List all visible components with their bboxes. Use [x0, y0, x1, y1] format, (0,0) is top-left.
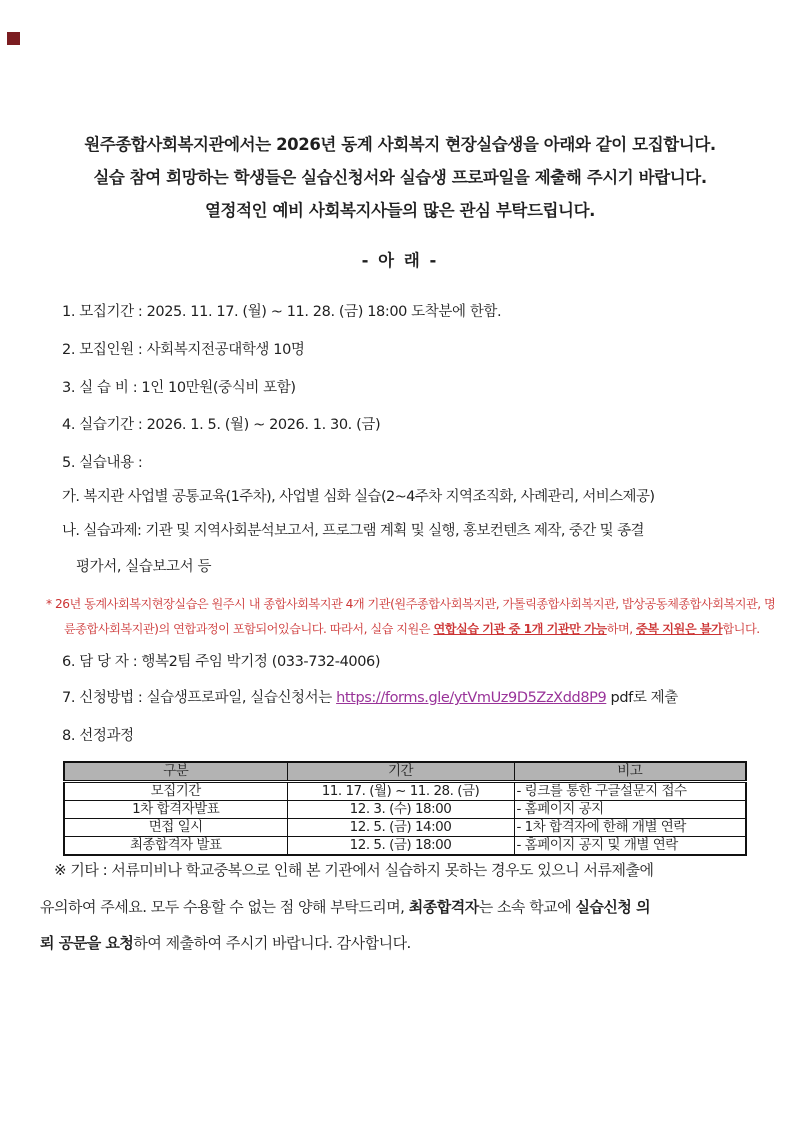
- footer-note-line-3: [40, 932, 411, 953]
- subitem-ga: 가. 복지관 사업별 공통교육(1주차), 사업별 심화 실습(2~4주차 지역조직화, 사례관리, 서비스제공): [62, 489, 655, 505]
- cell-note: - 링크를 통한 구글설문지 접수: [514, 782, 746, 801]
- red-note-emphasis-duplicate: 중복 지원은 불가: [636, 622, 723, 636]
- cell-period: 12. 3. (수) 18:00: [287, 801, 514, 819]
- item-contact: 6. 담 당 자 : 행복2팀 주임 박기정 (033-732-4006): [62, 654, 381, 670]
- cell-note: - 홈페이지 공지 및 개별 연락: [514, 837, 746, 856]
- item-selection-process: 8. 선정과정: [62, 728, 134, 744]
- item-apply-method: [62, 686, 678, 707]
- cell-category: 모집기간: [64, 782, 287, 801]
- footer-text: 유의하여 주세요. 모두 수용할 수 없는 점 양해 부탁드리며,: [40, 898, 409, 916]
- red-note-text: 하며,: [606, 622, 636, 636]
- cell-period: 11. 17. (월) ~ 11. 28. (금): [287, 782, 514, 801]
- intro-line-2: 실습 참여 희망하는 학생들은 실습신청서와 실습생 프로파일을 제출해 주시기 바랍니다.: [93, 168, 707, 187]
- red-note-line-2: [64, 620, 760, 637]
- table-header-category: 구분: [64, 762, 287, 782]
- item-fee: 3. 실 습 비 : 1인 10만원(중식비 포함): [62, 380, 296, 396]
- footer-note-line-1: ※ 기타 : 서류미비나 학교중복으로 인해 본 기관에서 실습하지 못하는 경우도 있으니 서류제출에: [54, 861, 654, 879]
- footer-bold-request-end: 뢰 공문을 요청: [40, 934, 134, 952]
- table-row: [64, 801, 746, 819]
- section-divider: - 아 래 -: [361, 251, 439, 270]
- intro-line-3: 열정적인 예비 사회복지사들의 많은 관심 부탁드립니다.: [205, 201, 595, 220]
- red-note-line-1: * 26년 동계사회복지현장실습은 원주시 내 종합사회복지관 4개 기관(원주종합사회복지관, 가톨릭종합사회복지관, 밥상공동체종합사회복지관, 명: [46, 597, 776, 611]
- item-recruit-count: 2. 모집인원 : 사회복지전공대학생 10명: [62, 342, 305, 358]
- item-recruit-period: 1. 모집기간 : 2025. 11. 17. (월) ~ 11. 28. (금) 18:00 도착분에 한함.: [62, 304, 502, 320]
- table-header-period: 기간: [287, 762, 514, 782]
- item-practice-content: 5. 실습내용 :: [62, 455, 143, 471]
- footer-bold-final-pass: 최종합격자: [408, 898, 479, 916]
- cell-period: 12. 5. (금) 14:00: [287, 819, 514, 837]
- item-practice-period: 4. 실습기간 : 2026. 1. 5. (월) ~ 2026. 1. 30. (금): [62, 417, 381, 433]
- red-note-emphasis-union: 연합실습 기관 중 1개 기관만 가능: [433, 622, 607, 636]
- footer-text: 는 소속 학교에: [478, 898, 576, 916]
- footer-bold-request-start: 실습신청 의: [575, 898, 651, 916]
- footer-note-line-2: [40, 896, 650, 917]
- intro-line-1: 원주종합사회복지관에서는 2026년 동계 사회복지 현장실습생을 아래와 같이 모집합니다.: [84, 135, 716, 154]
- cell-period: 12. 5. (금) 18:00: [287, 837, 514, 856]
- cell-category: 면접 일시: [64, 819, 287, 837]
- table-row: [64, 782, 746, 801]
- footer-text: 하여 제출하여 주시기 바랍니다. 감사합니다.: [133, 934, 411, 952]
- table-header-row: [64, 762, 746, 782]
- google-form-link[interactable]: https://forms.gle/ytVmUz9D5ZzXdd8P9: [336, 690, 607, 706]
- red-note-text: 합니다.: [722, 622, 760, 636]
- cell-category: 1차 합격자발표: [64, 801, 287, 819]
- red-square-marker: [7, 32, 20, 45]
- table-row: [64, 819, 746, 837]
- cell-note: - 1차 합격자에 한해 개별 연락: [514, 819, 746, 837]
- cell-note: - 홈페이지 공지: [514, 801, 746, 819]
- subitem-na-continued: 평가서, 실습보고서 등: [76, 559, 212, 575]
- apply-method-suffix: pdf로 제출: [606, 690, 678, 706]
- red-note-text: 륜종합사회복지관)의 연합과정이 포함되어있습니다. 따라서, 실습 지원은: [64, 622, 434, 636]
- selection-schedule-table: [63, 761, 747, 856]
- table-header-note: 비고: [514, 762, 746, 782]
- apply-method-label: 7. 신청방법 : 실습생프로파일, 실습신청서는: [62, 690, 337, 706]
- table-row: [64, 837, 746, 856]
- cell-category: 최종합격자 발표: [64, 837, 287, 856]
- subitem-na: 나. 실습과제: 기관 및 지역사회분석보고서, 프로그램 계획 및 실행, 홍보컨텐츠 제작, 중간 및 종결: [62, 523, 644, 539]
